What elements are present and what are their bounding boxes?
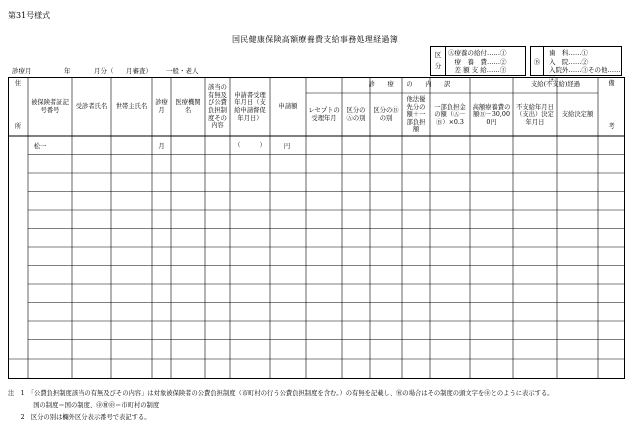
address-header: 住 xyxy=(14,80,22,88)
recipient-header: 受診者氏名 xyxy=(75,103,108,111)
month-cell: 月 xyxy=(158,143,165,150)
other-priority-header: 他法優先分の額＋一部負担額 xyxy=(406,96,426,134)
remarks-header-2: 考 xyxy=(608,123,615,131)
consult-month-header: 診療月 xyxy=(155,99,168,114)
address-header-2: 所 xyxy=(14,123,22,131)
month-row xyxy=(8,65,212,77)
application-amount-header: 申請額 xyxy=(278,103,298,111)
application-date-header: 申請書受理年月日（支給申請督促年月日） xyxy=(234,91,266,122)
payment-group-header: 支給(不支給)経過 xyxy=(531,81,580,89)
receipt-header: レセプトの受理年月 xyxy=(308,107,340,122)
category-legend xyxy=(530,46,622,83)
review-label: 月審査） xyxy=(126,67,152,75)
kubun-label: 区 分 xyxy=(431,47,446,75)
remarks-header: 備 xyxy=(608,80,615,88)
note-line: 2 区分の別は欄外区分表示番号で表記する。 xyxy=(8,414,151,421)
high-cost-header: 高額療養費の額Ⓑ－30,000円 xyxy=(472,103,511,126)
month-label-2: 月分（ xyxy=(94,67,114,75)
year-label: 年 xyxy=(64,67,71,75)
insured-number-header: 被保険者証記号番号 xyxy=(31,99,69,114)
kubun-item: Ⓐ療養の給付……① xyxy=(448,49,507,57)
category-item: 入 院……② xyxy=(549,57,588,66)
category-item: 歯 科……① xyxy=(549,49,588,57)
form-number: 第31号様式 xyxy=(8,11,51,20)
page-title: 国民健康保険高額療養費支給事務処理経過簿 xyxy=(232,35,398,44)
notes xyxy=(8,388,625,424)
public-expense-header: 該当の有無及び公費負担制度その内容 xyxy=(208,84,227,130)
householder-header: 世帯主氏名 xyxy=(115,103,148,111)
payment-amount-header: 支給決定額 xyxy=(561,111,594,119)
insured-prefix: 松一 xyxy=(33,143,47,150)
kubun-item: 療 養 費……② xyxy=(448,57,507,66)
date-paren: （ ） xyxy=(234,142,266,149)
non-payment-header: 不支給年月日（支出）決定年月日 xyxy=(516,103,554,126)
category-label: Ⓑ xyxy=(531,47,544,75)
facility-header: 医療機関名 xyxy=(175,99,201,114)
kubun-legend xyxy=(430,46,526,76)
partial-burden-header: 一部負担金の額（Ⓐ－Ⓑ）×0.3 xyxy=(434,103,466,126)
note-line: 国の制度＝国の制度、㊥㊖㊥＝市町村の制度 xyxy=(8,402,160,409)
note-line: 注 1 「公費負担制度該当の有無及びその内容」は対象被保険者の公費負担制度（市町村の行う公費負担制度を含む。）の有無を記載し、㊒の場合はその制度の頭文字を㊥とのように表示する。 xyxy=(8,390,554,397)
yen-cell: 円 xyxy=(283,143,291,150)
kubun-item: 差 額 支 給……③ xyxy=(448,66,507,74)
month-label: 診療月 xyxy=(12,67,32,75)
kubun-a-header: 区分のⒶの別 xyxy=(346,107,366,122)
details-group-header: 診 療 の 内 訳 xyxy=(368,81,451,89)
category-label-row: 一般・老人 xyxy=(166,67,199,75)
category-item: 入院外……③その他……④ xyxy=(549,66,621,83)
kubun-b-header: 区分のⒷの別 xyxy=(373,107,399,122)
